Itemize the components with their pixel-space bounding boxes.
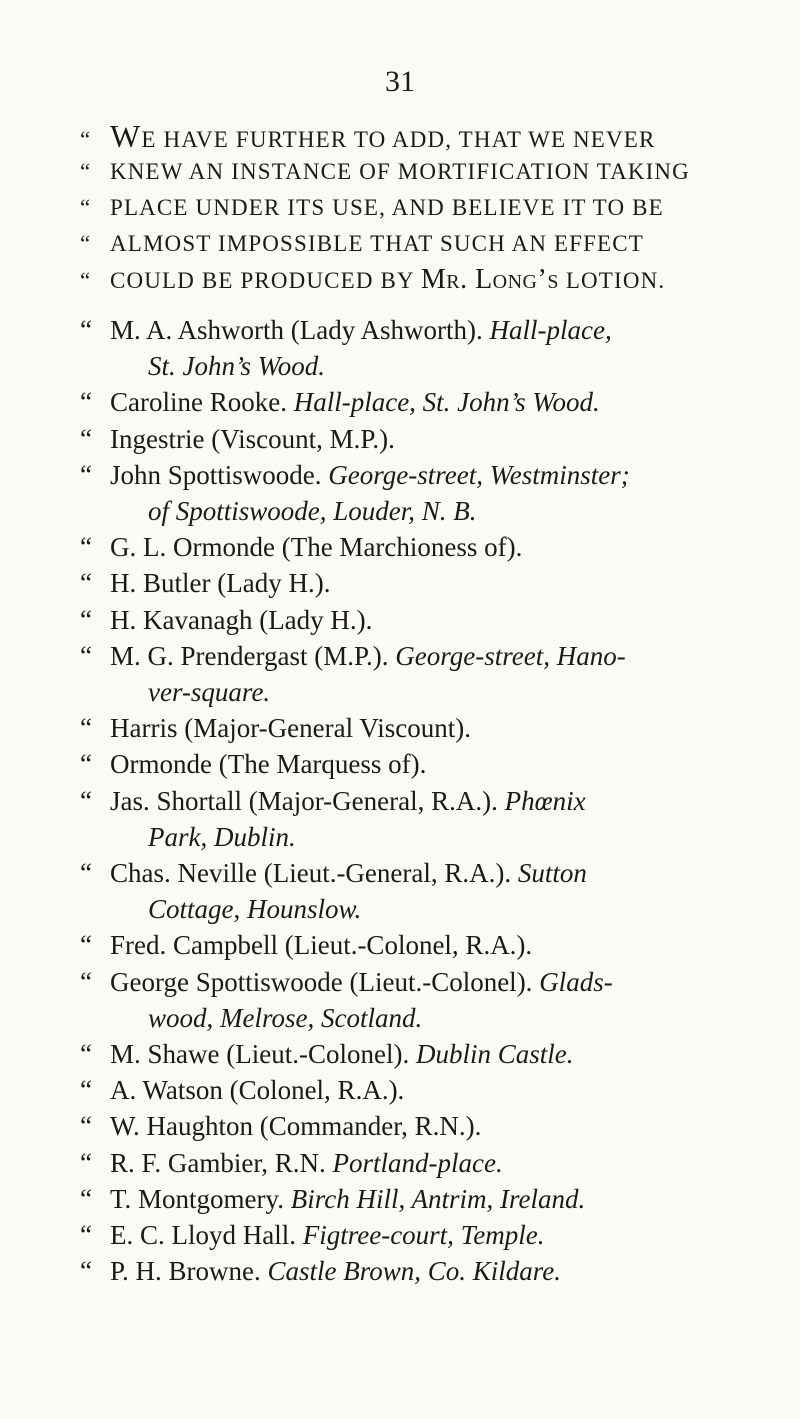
signatory-entry xyxy=(80,1108,760,1144)
quote-mark: “ xyxy=(80,749,92,780)
quote-mark: “ xyxy=(80,1183,92,1214)
quote-mark: “ xyxy=(80,231,92,256)
signatory-address-continued: Park, Dublin. xyxy=(148,821,296,852)
quote-mark: “ xyxy=(80,930,92,961)
quote-mark: “ xyxy=(80,268,92,293)
signatory-entry xyxy=(80,746,760,782)
quote-mark: “ xyxy=(80,568,92,599)
quote-mark: “ xyxy=(80,1075,92,1106)
quote-mark: “ xyxy=(80,195,92,220)
quote-text-end: LOTION. xyxy=(558,268,666,293)
signatory-entry xyxy=(80,927,760,963)
signatory-address-continued: wood, Melrose, Scotland. xyxy=(148,1002,423,1033)
signatory-entry xyxy=(80,565,760,601)
signatory-entry xyxy=(80,384,760,420)
quote-mark: “ xyxy=(80,315,92,345)
signatory-name: P. H. Browne. xyxy=(110,1256,261,1287)
signatory-address: Hall-place, St. John’s Wood. xyxy=(293,387,600,418)
signatory-list xyxy=(80,312,760,1289)
signatory-name: Jas. Shortall (Major-General, R.A.). xyxy=(110,785,498,816)
signatory-entry xyxy=(80,529,760,565)
signatory-address-continued: St. John’s Wood. xyxy=(148,351,326,382)
signatory-name: T. Montgomery. xyxy=(110,1183,284,1214)
signatory-entry xyxy=(80,457,760,529)
signatory-address-continued: Cottage, Hounslow. xyxy=(148,894,362,925)
signatory-name: George Spottiswoode (Lieut.-Colonel). xyxy=(110,966,533,997)
quote-text: PLACE UNDER ITS USE, AND BELIEVE IT TO BE xyxy=(110,195,664,220)
quote-text: COULD BE PRODUCED BY xyxy=(110,268,421,293)
signatory-entry xyxy=(80,964,760,1036)
signatory-name: Ingestrie (Viscount, M.P.). xyxy=(110,423,395,454)
quote-line xyxy=(80,154,740,190)
quote-text: KNEW AN INSTANCE OF MORTIFICATION TAKING xyxy=(110,159,690,184)
quote-mark: “ xyxy=(80,1256,92,1287)
signatory-name: M. Shawe (Lieut.-Colonel). xyxy=(110,1039,410,1070)
signatory-entry xyxy=(80,312,760,384)
signatory-entry xyxy=(80,1145,760,1181)
quote-mark: “ xyxy=(80,459,92,490)
signatory-name: M. G. Prendergast (M.P.). xyxy=(110,640,389,671)
quote-mark: “ xyxy=(80,127,92,152)
signatory-address: Sutton xyxy=(517,858,587,889)
quote-mark: “ xyxy=(80,858,92,889)
quote-mark: “ xyxy=(80,159,92,184)
quote-line xyxy=(80,118,740,154)
signatory-entry xyxy=(80,1181,760,1217)
page-number: 31 xyxy=(385,65,415,98)
quote-mark: “ xyxy=(80,1220,92,1251)
quote-mark: “ xyxy=(80,785,92,816)
signatory-name: Harris (Major-General Viscount). xyxy=(110,713,471,744)
signatory-address: Dublin Castle. xyxy=(415,1039,574,1070)
signatory-address: Phœnix xyxy=(504,785,586,816)
signatory-name: John Spottiswoode. xyxy=(110,459,322,490)
quote-mark: “ xyxy=(80,532,92,563)
signatory-entry xyxy=(80,855,760,927)
signatory-name: H. Kavanagh (Lady H.). xyxy=(110,604,373,635)
quote-mark: “ xyxy=(80,640,92,671)
signatory-name: G. L. Ormonde (The Marchioness of). xyxy=(110,532,523,563)
quote-mark: “ xyxy=(80,713,92,744)
quote-mark: “ xyxy=(80,1147,92,1178)
signatory-address-continued: ver-square. xyxy=(148,677,271,708)
quote-mark: “ xyxy=(80,1039,92,1070)
signatory-name: W. Haughton (Commander, R.N.). xyxy=(110,1111,482,1142)
signatory-entry xyxy=(80,421,760,457)
signatory-name: H. Butler (Lady H.). xyxy=(110,568,331,599)
signatory-entry xyxy=(80,783,760,855)
quote-mark: “ xyxy=(80,1111,92,1142)
signatory-name: E. C. Lloyd Hall. xyxy=(110,1220,296,1251)
signatory-entry xyxy=(80,1072,760,1108)
signatory-address: George-street, Hano- xyxy=(395,640,626,671)
signatory-address: Castle Brown, Co. Kildare. xyxy=(267,1256,562,1287)
quote-mark: “ xyxy=(80,966,92,997)
quote-mark: “ xyxy=(80,387,92,418)
quote-mark: “ xyxy=(80,604,92,635)
signatory-entry xyxy=(80,1253,760,1289)
signatory-address-continued: of Spottiswoode, Louder, N. B. xyxy=(148,496,477,527)
signatory-name: A. Watson (Colonel, R.A.). xyxy=(110,1075,405,1106)
drop-letter: W xyxy=(110,118,142,154)
signatory-entry xyxy=(80,1217,760,1253)
signatory-name: Caroline Rooke. xyxy=(110,387,287,418)
signatory-entry xyxy=(80,1036,760,1072)
signatory-address: George-street, Westminster; xyxy=(328,459,630,490)
quote-text: ALMOST IMPOSSIBLE THAT SUCH AN EFFECT xyxy=(110,231,644,256)
signatory-entry xyxy=(80,602,760,638)
signatory-address: Portland-place. xyxy=(332,1147,503,1178)
signatory-name: Ormonde (The Marquess of). xyxy=(110,749,427,780)
signatory-name: M. A. Ashworth (Lady Ashworth). xyxy=(110,315,483,345)
quote-line xyxy=(80,262,740,298)
signatory-name: Chas. Neville (Lieut.-General, R.A.). xyxy=(110,858,512,889)
quote-line xyxy=(80,226,740,262)
quote-text: E HAVE FURTHER TO ADD, THAT WE NEVER xyxy=(141,127,656,152)
signatory-address: Birch Hill, Antrim, Ireland. xyxy=(290,1183,586,1214)
quote-mark: “ xyxy=(80,423,92,454)
signatory-address: Hall-place, xyxy=(489,315,612,345)
signatory-address: Glads- xyxy=(539,966,613,997)
quote-line xyxy=(80,190,740,226)
signatory-name: Fred. Campbell (Lieut.-Colonel, R.A.). xyxy=(110,930,533,961)
signatory-name: R. F. Gambier, R.N. xyxy=(110,1147,326,1178)
signatory-address: Figtree-court, Temple. xyxy=(302,1220,545,1251)
testimonial-quote xyxy=(80,118,740,298)
quote-name: Mr. Long’s xyxy=(420,264,559,295)
signatory-entry xyxy=(80,710,760,746)
signatory-entry xyxy=(80,638,760,710)
